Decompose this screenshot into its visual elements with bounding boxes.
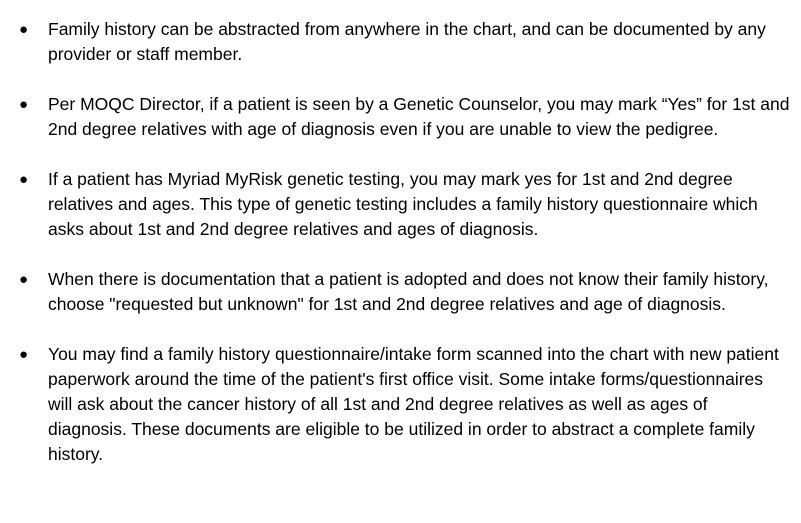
list-item xyxy=(0,92,801,142)
list-item xyxy=(0,267,801,317)
list-item-text: If a patient has Myriad MyRisk genetic testing, you may mark yes for 1st and 2nd degree relatives and ages. This type of genetic testing includes a family history questionnaire which asks about 1st and 2nd degree relatives and ages of diagnosis. xyxy=(48,169,758,239)
list-item xyxy=(0,167,801,242)
list-item-text: Family history can be abstracted from anywhere in the chart, and can be documented by any provider or staff member. xyxy=(48,19,766,64)
bullet-icon: ● xyxy=(19,171,29,188)
list-item-text: You may find a family history questionnaire/intake form scanned into the chart with new patient paperwork around the time of the patient's first office visit. Some intake forms/questionnaires will ask about the cancer history of all 1st and 2nd degree relatives as well as ages of diagnosis. These documents are eligible to be utilized in order to abstract a complete family history. xyxy=(48,344,779,464)
list-item-text: When there is documentation that a patient is adopted and does not know their family history, choose "requested but unknown" for 1st and 2nd degree relatives and age of diagnosis. xyxy=(48,269,769,314)
list-item xyxy=(0,342,801,467)
bullet-icon: ● xyxy=(19,346,29,363)
guideline-bullet-list xyxy=(0,17,801,467)
list-item xyxy=(0,17,801,67)
bullet-icon: ● xyxy=(19,96,29,113)
bullet-icon: ● xyxy=(19,21,29,38)
bullet-icon: ● xyxy=(19,271,29,288)
list-item-text: Per MOQC Director, if a patient is seen by a Genetic Counselor, you may mark “Yes” for 1st and 2nd degree relatives with age of diagnosis even if you are unable to view the pedigree. xyxy=(48,94,790,139)
